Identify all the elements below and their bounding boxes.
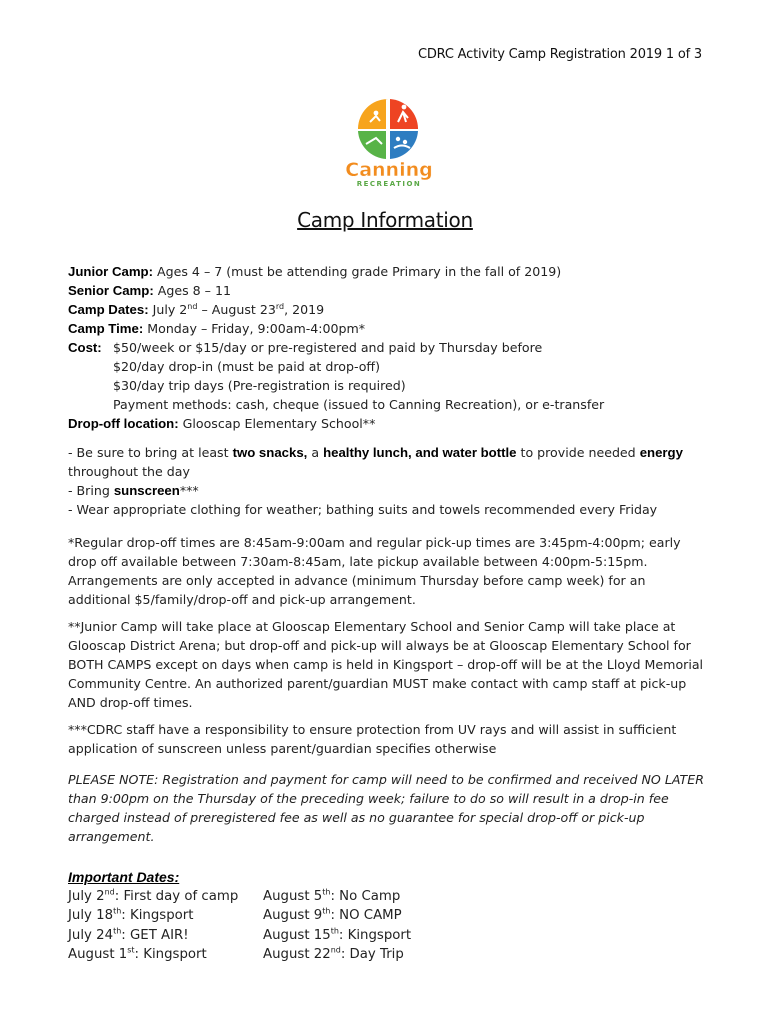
- cost-label: Cost:: [68, 340, 102, 355]
- ordinal-suffix: nd: [330, 945, 341, 955]
- junior-camp-label: Junior Camp:: [68, 264, 153, 279]
- bullet-text: ***: [179, 483, 199, 498]
- ordinal-suffix: th: [322, 906, 331, 916]
- date-text: August 1: [68, 947, 128, 963]
- dropoff-text: Glooscap Elementary School**: [178, 416, 376, 431]
- camp-dates-year: , 2019: [284, 302, 325, 317]
- logo-subword: RECREATION: [356, 180, 422, 188]
- ordinal-suffix: nd: [104, 887, 115, 897]
- camp-dates-label: Camp Dates:: [68, 302, 149, 317]
- junior-camp-text: Ages 4 – 7 (must be attending grade Primary in the fall of 2019): [153, 264, 562, 279]
- important-dates-title: Important Dates:: [68, 869, 180, 885]
- date-text: August 9: [263, 908, 323, 924]
- date-event: : No Camp: [330, 889, 401, 904]
- ordinal-suffix: th: [113, 906, 122, 916]
- ordinal-suffix: rd: [275, 301, 285, 311]
- dates-column-1: [68, 887, 263, 965]
- date-event: : First day of camp: [114, 889, 239, 904]
- date-item: [263, 945, 411, 964]
- bullet-emphasis: energy: [639, 445, 683, 460]
- date-item: [68, 887, 263, 906]
- page-header: CDRC Activity Camp Registration 2019 1 of 3: [417, 47, 702, 62]
- date-item: [68, 926, 263, 945]
- bullet-text: - Bring: [68, 483, 114, 498]
- date-event: : Kingsport: [121, 908, 194, 924]
- date-item: [263, 887, 411, 906]
- date-event: : GET AIR!: [121, 927, 189, 943]
- date-item: [68, 906, 263, 925]
- date-event: : Kingsport: [338, 927, 412, 943]
- reminder-list: [68, 443, 708, 519]
- date-text: August 5: [263, 889, 323, 904]
- camp-dates-end: – August 23: [197, 302, 276, 317]
- date-text: July 24: [68, 927, 114, 943]
- cost-line: $50/week or $15/day or pre-registered and paid by Thursday before: [113, 340, 543, 355]
- senior-camp-label: Senior Camp:: [68, 283, 154, 298]
- list-item: [68, 481, 708, 500]
- list-item: [68, 443, 708, 481]
- cost-block: [68, 338, 708, 414]
- date-text: August 15: [263, 927, 331, 943]
- date-event: : Day Trip: [340, 947, 404, 963]
- page-title: Camp Information: [297, 208, 473, 232]
- bullet-emphasis: sunscreen: [113, 483, 180, 498]
- senior-camp-line: [68, 281, 708, 300]
- dropoff-line: [68, 414, 708, 433]
- canning-recreation-logo: [342, 96, 436, 188]
- camp-time-line: [68, 319, 708, 338]
- date-item: [263, 906, 411, 925]
- ordinal-suffix: st: [127, 945, 135, 955]
- date-item: [263, 926, 411, 945]
- ordinal-suffix: nd: [187, 301, 198, 311]
- date-item: [68, 945, 263, 964]
- cost-lines: [113, 338, 604, 414]
- bullet-text: a: [307, 445, 324, 460]
- date-text: July 18: [68, 908, 114, 924]
- important-dates: [68, 887, 708, 965]
- date-event: : Kingsport: [134, 947, 207, 963]
- bullet-emphasis: two snacks,: [232, 445, 308, 460]
- camp-dates-line: [68, 300, 708, 319]
- bullet-text: throughout the day: [68, 464, 190, 479]
- ordinal-suffix: th: [330, 926, 339, 936]
- logo-word: Canning: [345, 159, 433, 181]
- date-text: August 22: [263, 947, 331, 963]
- camp-time-text: Monday – Friday, 9:00am-4:00pm*: [143, 321, 366, 336]
- dropoff-label: Drop-off location:: [68, 416, 179, 431]
- dates-column-2: [263, 887, 411, 965]
- ordinal-suffix: th: [322, 887, 331, 897]
- bullet-text: - Be sure to bring at least: [68, 445, 233, 460]
- date-event: : NO CAMP: [330, 908, 402, 924]
- senior-camp-text: Ages 8 – 11: [153, 283, 232, 298]
- main-content: [68, 262, 708, 965]
- cost-line: $20/day drop-in (must be paid at drop-off): [113, 359, 381, 374]
- ordinal-suffix: th: [113, 926, 122, 936]
- camp-time-label: Camp Time:: [68, 321, 144, 336]
- cost-line: Payment methods: cash, cheque (issued to Canning Recreation), or e-transfer: [113, 397, 605, 412]
- date-text: July 2: [68, 889, 105, 904]
- cost-line: $30/day trip days (Pre-registration is required): [113, 378, 406, 393]
- note-locations: **Junior Camp will take place at Glooscap Elementary School and Senior Camp will take place at Glooscap District Arena; but drop-off and pick-up will always be at Glooscap Elementary School for BOTH CAMPS except on days when camp is held in Kingsport – drop-off will be at the Lloyd Memorial Community Centre. An authorized parent/guardian MUST make contact with camp staff at pick-up AND drop-off times.: [68, 619, 704, 710]
- list-item: - Wear appropriate clothing for weather; bathing suits and towels recommended every Friday: [68, 502, 658, 517]
- please-note: PLEASE NOTE: Registration and payment for camp will need to be confirmed and received NO LATER than 9:00pm on the Thursday of the preceding week; failure to do so will result in a drop-in fee charged instead of preregistered fee as well as no guarantee for special drop-off or pick-up arrangement.: [68, 772, 704, 844]
- junior-camp-line: [68, 262, 708, 281]
- bullet-emphasis: healthy lunch, and water bottle: [323, 445, 517, 460]
- camp-dates-start: July 2: [148, 302, 188, 317]
- note-sunscreen: ***CDRC staff have a responsibility to ensure protection from UV rays and will assist in sufficient application of sunscreen unless parent/guardian specifies otherwise: [68, 722, 677, 756]
- note-regular-times: *Regular drop-off times are 8:45am-9:00am and regular pick-up times are 3:45pm-4:00pm; early drop off available between 7:30am-8:45am, late pickup available between 4:00pm-5:15pm. Arrangements are only accepted in advance (minimum Thursday before camp week) for an additional $5/family/drop-off and pick-up arrangement.: [68, 535, 681, 607]
- bullet-text: to provide needed: [516, 445, 640, 460]
